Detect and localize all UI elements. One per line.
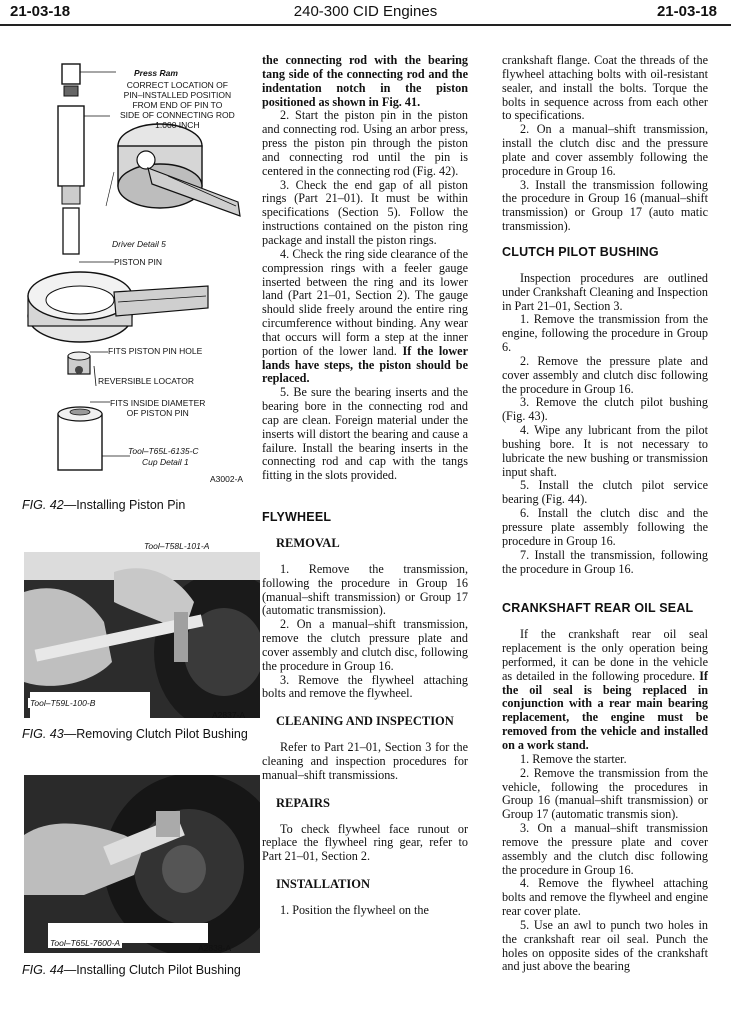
label-tool-t65l-7600: Tool–T65L-7600-A — [50, 938, 121, 948]
paragraph: 3. Remove the clutch pilot bushing (Fig. 43). — [502, 395, 708, 424]
label-piston-pin: PISTON PIN — [114, 257, 163, 267]
page-number-right: 21-03-18 — [656, 3, 717, 20]
paragraph: Inspection procedures are outlined under Crankshaft Cleaning and Inspection in Part 21–01, Section 3. — [502, 270, 708, 313]
paragraph-text: 4. Check the ring side clearance of the compression rings with a feeler gauge inserted between the ring and its lower land (Part 21–01, Section 2). The gauge should slide freely around the entire ring circumference without binding. Any wear that occurs will form a step at the inner portion of the lower land. — [262, 246, 468, 358]
subheading-installation: INSTALLATION — [276, 877, 371, 892]
figure-number: FIG. 42 — [22, 498, 64, 512]
figure-number: FIG. 43 — [22, 727, 64, 741]
paragraph: 1. Remove the starter. — [520, 751, 627, 766]
subheading-removal: REMOVAL — [276, 536, 340, 550]
label-tool-t59l: Tool–T59L-100-B — [30, 698, 96, 708]
subheading-repairs: REPAIRS — [276, 795, 330, 810]
figure-title: —Installing Piston Pin — [63, 498, 186, 512]
section-heading-rear-oil-seal: CRANKSHAFT REAR OIL SEAL — [502, 601, 694, 616]
paragraph — [262, 248, 468, 386]
paragraph: 2. On a manual–shift transmission, install the clutch disc and the pressure plate and cover assembly following the procedure in Group 16. — [502, 122, 708, 178]
warning-text: If the lower lands have steps, the piston should be replaced. — [262, 343, 468, 386]
clutch-pilot-removal-photo — [24, 552, 260, 718]
paragraph: 7. Install the transmission, following the procedure in Group 16. — [502, 547, 708, 576]
paragraph: 1. Remove the transmission from the engine, following the procedure in Group 6. — [502, 312, 708, 355]
paragraph: crankshaft flange. Coat the threads of the flywheel attaching bolts with oil-resistant sealer, and install the bolts. Torque the bolts in sequence across from each other to specifications. — [502, 53, 708, 123]
label-tool-t58l: Tool–T58L-101-A — [144, 541, 210, 551]
figure-44-caption — [22, 963, 250, 978]
text-column-2 — [262, 54, 468, 918]
subheading-cleaning: CLEANING AND INSPECTION — [276, 714, 454, 729]
figure-code: A2837-A — [212, 710, 246, 720]
paragraph: 3. On a manual–shift transmission remove the pressure plate and cover assembly and the clutch disc following the procedure in Group 16. — [502, 821, 708, 877]
paragraph: To check flywheel face runout or replace the flywheel ring gear, refer to Part 21–01, Section 2. — [262, 821, 468, 864]
paragraph — [502, 628, 708, 753]
paragraph: 2. Remove the transmission from the vehicle, following the procedures in Group 16 (manual–shift transmission) or Group 17 (automatic transmis sion). — [502, 765, 708, 822]
paragraph: 2. Remove the pressure plate and cover assembly and clutch disc following the procedure in Group 16. — [502, 353, 708, 396]
clutch-pilot-install-photo — [24, 775, 260, 953]
figure-code: A3002-A — [210, 474, 244, 484]
figure-title: —Installing Clutch Pilot Bushing — [63, 963, 241, 977]
figure-code: A2838-A — [198, 943, 232, 953]
warning-text: If the oil seal is being replaced in conjunction with a rear main bearing replacement, the engine must be removed from the vehicle and installed on a work stand. — [502, 668, 708, 752]
paragraph: 2. On a manual–shift transmission, remove the clutch pressure plate and cover assembly and clutch disc, following the procedure in Group 16. — [262, 617, 468, 673]
figure-42-caption — [22, 498, 250, 513]
label-fits-hole: FITS PISTON PIN HOLE — [108, 346, 203, 356]
figure-43-caption — [22, 727, 250, 742]
paragraph: 5. Install the clutch pilot service bearing (Fig. 44). — [502, 478, 708, 507]
label-driver: Driver Detail 5 — [112, 239, 166, 249]
label-cup-detail: Cup Detail 1 — [142, 457, 189, 467]
paragraph: 6. Install the clutch disc and the pressure plate assembly following the procedure in Group 16. — [502, 506, 708, 548]
label-press-ram: Press Ram — [134, 68, 178, 78]
label-tool-t65l: Tool–T65L-6135-C — [128, 446, 199, 456]
paragraph: 2. Start the piston pin in the piston and connecting rod. Using an arbor press, press the piston pin through the piston and connecting rod until the pin is centered in the connecting rod (Fig. 42). — [262, 108, 468, 178]
paragraph: 3. Remove the flywheel attaching bolts and remove the flywheel. — [262, 672, 468, 701]
paragraph: 4. Wipe any lubricant from the pilot bushing bore. It is not necessary to lubricate the new bushing or transmission input shaft. — [502, 423, 708, 479]
paragraph-text: If the crankshaft rear oil seal replacement is the only operation being performed, it can be done in the vehicle as detailed in the following procedure. — [502, 627, 708, 683]
page-number-left: 21-03-18 — [10, 3, 71, 20]
label-correct-location: CORRECT LOCATION OF PIN–INSTALLED POSITION FROM END OF PIN TO SIDE OF CONNECTING ROD 1.000 INCH — [120, 80, 235, 130]
paragraph: 5. Use an awl to punch two holes in the crankshaft rear oil seal. Punch the holes on opposite sides of the crankshaft and just above the bearing — [502, 917, 708, 974]
paragraph: Refer to Part 21–01, Section 3 for the cleaning and inspection procedures for manual–shift transmissions. — [262, 740, 468, 782]
figure-number: FIG. 44 — [22, 963, 64, 977]
paragraph: 3. Install the transmission following the procedure in Group 16 (manual–shift transmission) or Group 17 (auto matic transmission). — [502, 177, 708, 234]
figure-title: —Removing Clutch Pilot Bushing — [63, 727, 248, 741]
label-fits-diameter: FITS INSIDE DIAMETER OF PISTON PIN — [110, 398, 206, 418]
section-heading-flywheel: FLYWHEEL — [262, 510, 332, 525]
figure-42 — [18, 56, 248, 496]
paragraph: 1. Position the flywheel on the — [280, 902, 429, 917]
paragraph: 1. Remove the transmission, following the procedure in Group 16 (manual–shift transmission) or Group 17 (automatic transmission). — [262, 561, 468, 618]
label-reversible-locator: REVERSIBLE LOCATOR — [98, 376, 195, 386]
paragraph: the connecting rod with the bearing tang side of the connecting rod and the indentation notch in the piston positioned as shown in Fig. 41. — [262, 53, 468, 109]
paragraph: 4. Remove the flywheel attaching bolts and remove the flywheel and engine rear cover plate. — [502, 876, 708, 919]
section-heading-clutch-pilot: CLUTCH PILOT BUSHING — [502, 244, 659, 259]
paragraph: 3. Check the end gap of all piston rings (Part 21–01). It must be within specifications (Section 5). Follow the instructions contained on the piston ring package and install the piston rings. — [262, 177, 468, 247]
page-header — [0, 0, 731, 26]
paragraph: 5. Be sure the bearing inserts and the bearing bore in the connecting rod and cap are clean. Foreign material under the inserts will distort the bearing and cause a failure. Install the bearing inserts in the connecting rod and cap with the tangs fitting in the slots provided. — [262, 385, 468, 483]
text-column-3 — [502, 54, 708, 974]
page-section-title: 240-300 CID Engines — [293, 3, 438, 20]
